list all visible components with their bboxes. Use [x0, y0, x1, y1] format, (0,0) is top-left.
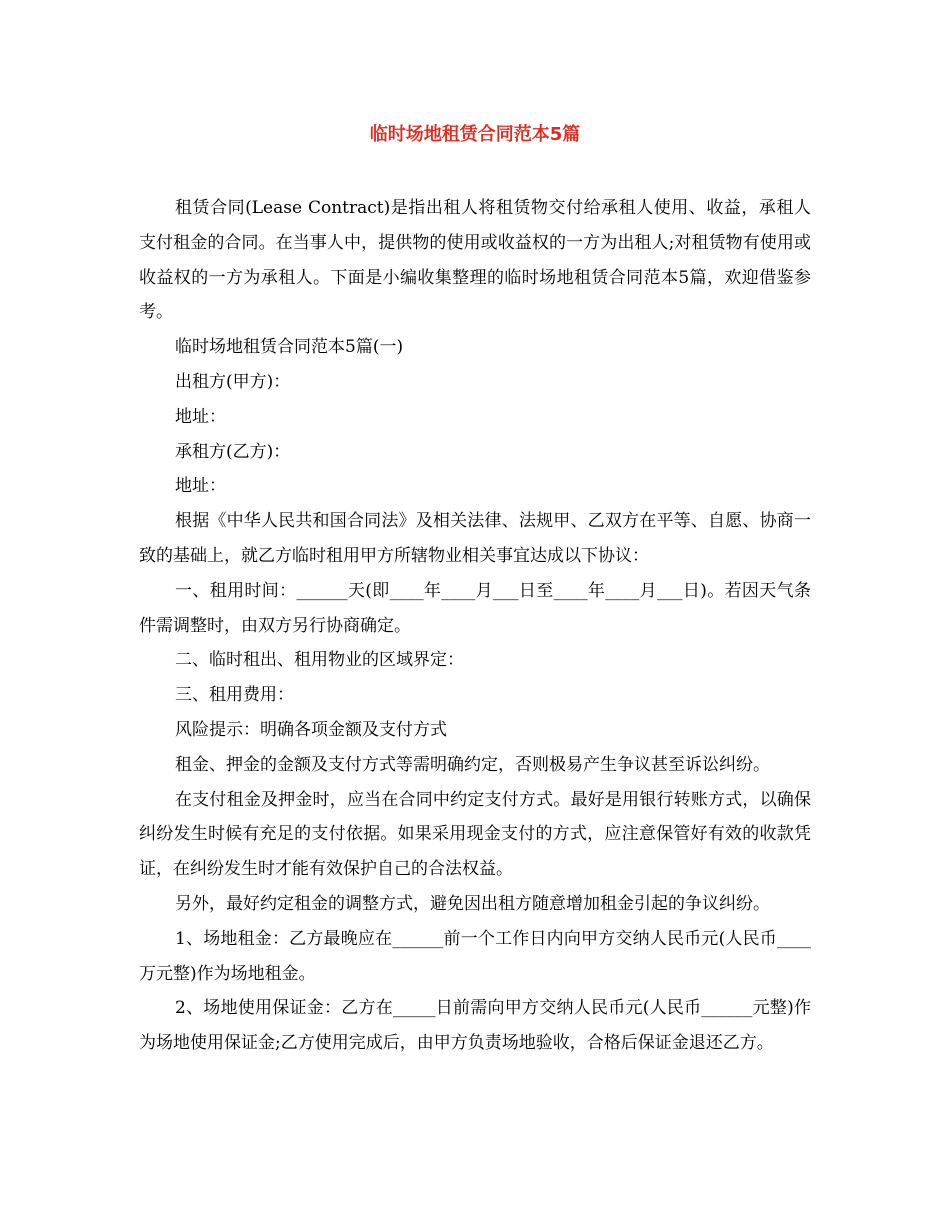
- document-title: 临时场地租赁合同范本5篇: [369, 124, 581, 145]
- lessee-field: 承租方(乙方)：: [175, 441, 291, 462]
- risk-tip: 风险提示：明确各项金额及支付方式: [175, 719, 447, 740]
- risk-tip-detail-1: 租金、押金的金额及支付方式等需明确约定，否则极易产生争议甚至诉讼纠纷。: [175, 754, 770, 775]
- lessor-field: 出租方(甲方)：: [175, 371, 291, 392]
- lessor-address-field: 地址：: [175, 406, 226, 427]
- section-heading: 临时场地租赁合同范本5篇(一): [175, 337, 404, 358]
- clause-lease-fee: 三、租用费用：: [175, 685, 294, 706]
- risk-tip-detail-2: 在支付租金及押金时，应当在合同中约定支付方式。最好是用银行转账方式，以确保纠纷发生时候有充足的支付依据。如果采用现金支付的方式，应注意保管好有效的收款凭证，在纠纷发生时才能有效保护自己的合法权益。: [139, 789, 811, 880]
- item-site-deposit: 2、场地使用保证金：乙方在_____日前需向甲方交纳人民币元(人民币______元整)作为场地使用保证金;乙方使用完成后，由甲方负责场地验收，合格后保证金退还乙方。: [139, 998, 811, 1054]
- risk-tip-detail-3: 另外，最好约定租金的调整方式，避免因出租方随意增加租金引起的争议纠纷。: [175, 893, 770, 914]
- lessee-address-field: 地址：: [175, 476, 226, 497]
- intro-paragraph: 租赁合同(Lease Contract)是指出租人将租赁物交付给承租人使用、收益，承租人支付租金的合同。在当事人中，提供物的使用或收益权的一方为出租人;对租赁物有使用或收益权的一方为承租人。下面是小编收集整理的临时场地租赁合同范本5篇，欢迎借鉴参考。: [139, 198, 811, 323]
- item-site-rent: 1、场地租金：乙方最晚应在______前一个工作日内向甲方交纳人民币元(人民币____万元整)作为场地租金。: [139, 928, 811, 984]
- clause-lease-term: 一、租用时间：______天(即____年____月___日至____年____月___日)。若因天气条件需调整时，由双方另行协商确定。: [139, 580, 811, 636]
- legal-basis-paragraph: 根据《中华人民共和国合同法》及相关法律、法规甲、乙双方在平等、自愿、协商一致的基础上，就乙方临时租用甲方所辖物业相关事宜达成以下协议：: [139, 511, 811, 566]
- clause-area-definition: 二、临时租出、租用物业的区域界定：: [175, 650, 464, 671]
- document-body: [139, 191, 811, 1061]
